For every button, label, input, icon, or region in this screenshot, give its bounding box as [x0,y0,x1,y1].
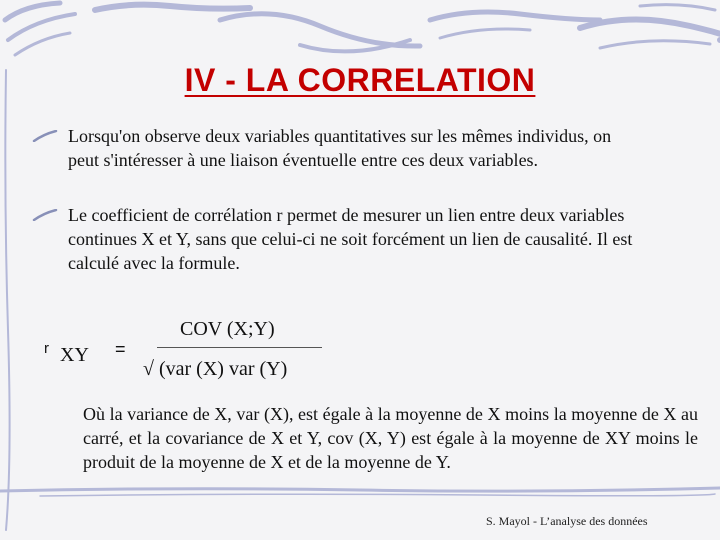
formula-numerator: COV (X;Y) [180,318,275,340]
brush-stroke-bullet-icon [32,209,58,221]
bullet-text: Le coefficient de corrélation r permet de mesurer un lien entre deux variables continues X et Y, sans que celui-ci ne soit forcément un lien de causalité. Il est calculé avec la formule. [68,205,633,273]
bullet-text: Lorsqu'on observe deux variables quantitatives sur les mêmes individus, on peut s'intéresser à une liaison éventuelle entre ces deux variables. [68,126,612,170]
formula-r-symbol: r [44,340,49,357]
explanation-text: Où la variance de X, var (X), est égale à la moyenne de X moins la moyenne de X au carré, et la covariance de X et Y, cov (X, Y) est égale à la moyenne de XY moins le produit de la moyenne de X et de la moyenne de Y. [83,404,698,472]
slide-title: IV - LA CORRELATION [184,62,536,98]
bullet-item [68,203,638,275]
formula-denominator: √ (var (X) var (Y) [143,358,288,380]
formula-subscript: XY [60,344,89,366]
formula-equals-sign: = [115,339,126,359]
fraction-bar [157,347,322,348]
brush-stroke-bullet-icon [32,130,58,142]
footer-credit: S. Mayol - L’analyse des données [486,514,648,528]
bullet-item [68,124,638,172]
